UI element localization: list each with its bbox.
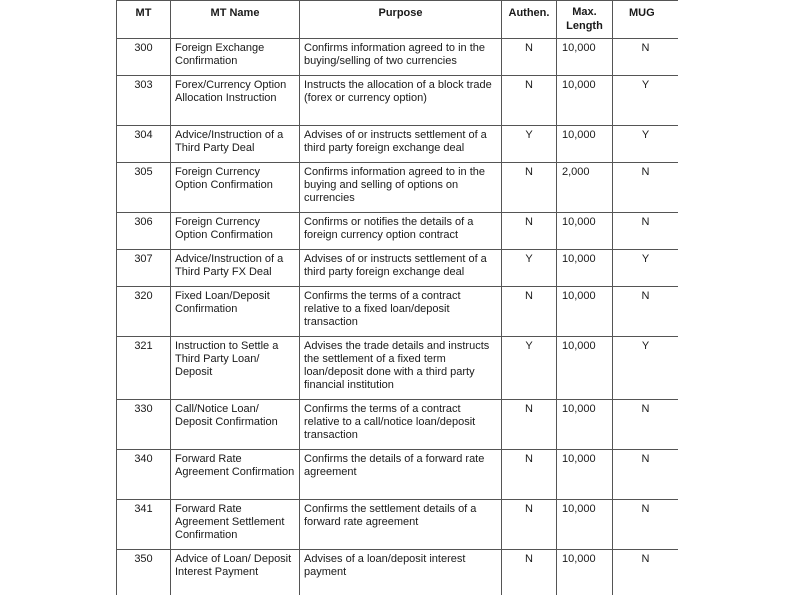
table-row bbox=[117, 126, 679, 163]
header-mt-name: MT Name bbox=[171, 1, 300, 39]
table-row bbox=[117, 287, 679, 337]
cell-mt: 320 bbox=[117, 287, 171, 337]
cell-mug: N bbox=[613, 163, 679, 213]
header-max-length bbox=[557, 1, 613, 39]
cell-mug: Y bbox=[613, 250, 679, 287]
header-mt: MT bbox=[117, 1, 171, 39]
header-mug: MUG bbox=[613, 1, 679, 39]
cell-mug: N bbox=[613, 400, 679, 450]
cell-mt: 306 bbox=[117, 213, 171, 250]
cell-mt: 340 bbox=[117, 450, 171, 500]
cell-max-length: 10,000 bbox=[557, 500, 613, 550]
cell-mt-name: Foreign Currency Option Confirmation bbox=[171, 163, 300, 213]
cell-mt: 307 bbox=[117, 250, 171, 287]
cell-purpose: Advises of or instructs settlement of a third party foreign exchange deal bbox=[300, 126, 502, 163]
table-row bbox=[117, 250, 679, 287]
cell-mt-name: Advice/Instruction of a Third Party Deal bbox=[171, 126, 300, 163]
cell-mt: 300 bbox=[117, 39, 171, 76]
cell-purpose: Confirms or notifies the details of a foreign currency option contract bbox=[300, 213, 502, 250]
cell-purpose: Instructs the allocation of a block trade (forex or currency option) bbox=[300, 76, 502, 126]
table-row bbox=[117, 550, 679, 595]
cell-mt: 303 bbox=[117, 76, 171, 126]
cell-mt-name: Advice of Loan/ Deposit Interest Payment bbox=[171, 550, 300, 595]
cell-mug: N bbox=[613, 39, 679, 76]
table-row bbox=[117, 39, 679, 76]
cell-mt: 330 bbox=[117, 400, 171, 450]
cell-mug: N bbox=[613, 550, 679, 595]
cell-mug: Y bbox=[613, 76, 679, 126]
table-row bbox=[117, 337, 679, 400]
cell-authen: N bbox=[502, 450, 557, 500]
cell-purpose: Advises of a loan/deposit interest payment bbox=[300, 550, 502, 595]
cell-authen: N bbox=[502, 287, 557, 337]
cell-mt: 305 bbox=[117, 163, 171, 213]
cell-purpose: Confirms the terms of a contract relative to a call/notice loan/deposit transaction bbox=[300, 400, 502, 450]
cell-authen: N bbox=[502, 550, 557, 595]
cell-mt-name: Foreign Exchange Confirmation bbox=[171, 39, 300, 76]
cell-max-length: 10,000 bbox=[557, 287, 613, 337]
cell-max-length: 10,000 bbox=[557, 76, 613, 126]
cell-authen: N bbox=[502, 39, 557, 76]
cell-authen: Y bbox=[502, 250, 557, 287]
header-max-length-line1: Max. bbox=[572, 6, 597, 18]
cell-mt-name: Advice/Instruction of a Third Party FX Deal bbox=[171, 250, 300, 287]
cell-max-length: 10,000 bbox=[557, 450, 613, 500]
cell-mt-name: Forward Rate Agreement Settlement Confirmation bbox=[171, 500, 300, 550]
cell-purpose: Confirms the details of a forward rate agreement bbox=[300, 450, 502, 500]
cell-authen: Y bbox=[502, 337, 557, 400]
cell-max-length: 10,000 bbox=[557, 400, 613, 450]
table-row bbox=[117, 450, 679, 500]
table-row bbox=[117, 500, 679, 550]
cell-max-length: 10,000 bbox=[557, 213, 613, 250]
cell-authen: N bbox=[502, 163, 557, 213]
cell-max-length: 10,000 bbox=[557, 250, 613, 287]
cell-max-length: 10,000 bbox=[557, 126, 613, 163]
header-authen: Authen. bbox=[502, 1, 557, 39]
table-row bbox=[117, 163, 679, 213]
cell-purpose: Confirms the settlement details of a forward rate agreement bbox=[300, 500, 502, 550]
cell-mt: 341 bbox=[117, 500, 171, 550]
cell-max-length: 10,000 bbox=[557, 39, 613, 76]
cell-mt-name: Foreign Currency Option Confirmation bbox=[171, 213, 300, 250]
cell-mug: N bbox=[613, 213, 679, 250]
cell-purpose: Confirms information agreed to in the buying and selling of options on currencies bbox=[300, 163, 502, 213]
cell-mug: Y bbox=[613, 337, 679, 400]
header-purpose: Purpose bbox=[300, 1, 502, 39]
table-header-row bbox=[117, 1, 679, 39]
cell-mt: 321 bbox=[117, 337, 171, 400]
cell-mt-name: Forward Rate Agreement Confirmation bbox=[171, 450, 300, 500]
cell-max-length: 10,000 bbox=[557, 337, 613, 400]
cell-mt: 304 bbox=[117, 126, 171, 163]
cell-purpose: Confirms information agreed to in the buying/selling of two currencies bbox=[300, 39, 502, 76]
cell-authen: N bbox=[502, 76, 557, 126]
cell-purpose: Confirms the terms of a contract relative to a fixed loan/deposit transaction bbox=[300, 287, 502, 337]
cell-authen: Y bbox=[502, 126, 557, 163]
mt-table bbox=[116, 0, 678, 595]
cell-mt-name: Forex/Currency Option Allocation Instruction bbox=[171, 76, 300, 126]
cell-authen: N bbox=[502, 400, 557, 450]
cell-max-length: 10,000 bbox=[557, 550, 613, 595]
cell-mt-name: Fixed Loan/Deposit Confirmation bbox=[171, 287, 300, 337]
cell-mt-name: Call/Notice Loan/ Deposit Confirmation bbox=[171, 400, 300, 450]
cell-mug: N bbox=[613, 450, 679, 500]
cell-purpose: Advises of or instructs settlement of a third party foreign exchange deal bbox=[300, 250, 502, 287]
cell-mt: 350 bbox=[117, 550, 171, 595]
table-row bbox=[117, 213, 679, 250]
mt-table-container bbox=[116, 0, 678, 595]
cell-mug: Y bbox=[613, 126, 679, 163]
table-row bbox=[117, 76, 679, 126]
cell-mt-name: Instruction to Settle a Third Party Loan/ Deposit bbox=[171, 337, 300, 400]
cell-mug: N bbox=[613, 287, 679, 337]
table-row bbox=[117, 400, 679, 450]
header-max-length-line2: Length bbox=[566, 20, 603, 32]
cell-authen: N bbox=[502, 500, 557, 550]
cell-mug: N bbox=[613, 500, 679, 550]
cell-purpose: Advises the trade details and instructs the settlement of a fixed term loan/deposit done with a third party financial institution bbox=[300, 337, 502, 400]
cell-max-length: 2,000 bbox=[557, 163, 613, 213]
cell-authen: N bbox=[502, 213, 557, 250]
